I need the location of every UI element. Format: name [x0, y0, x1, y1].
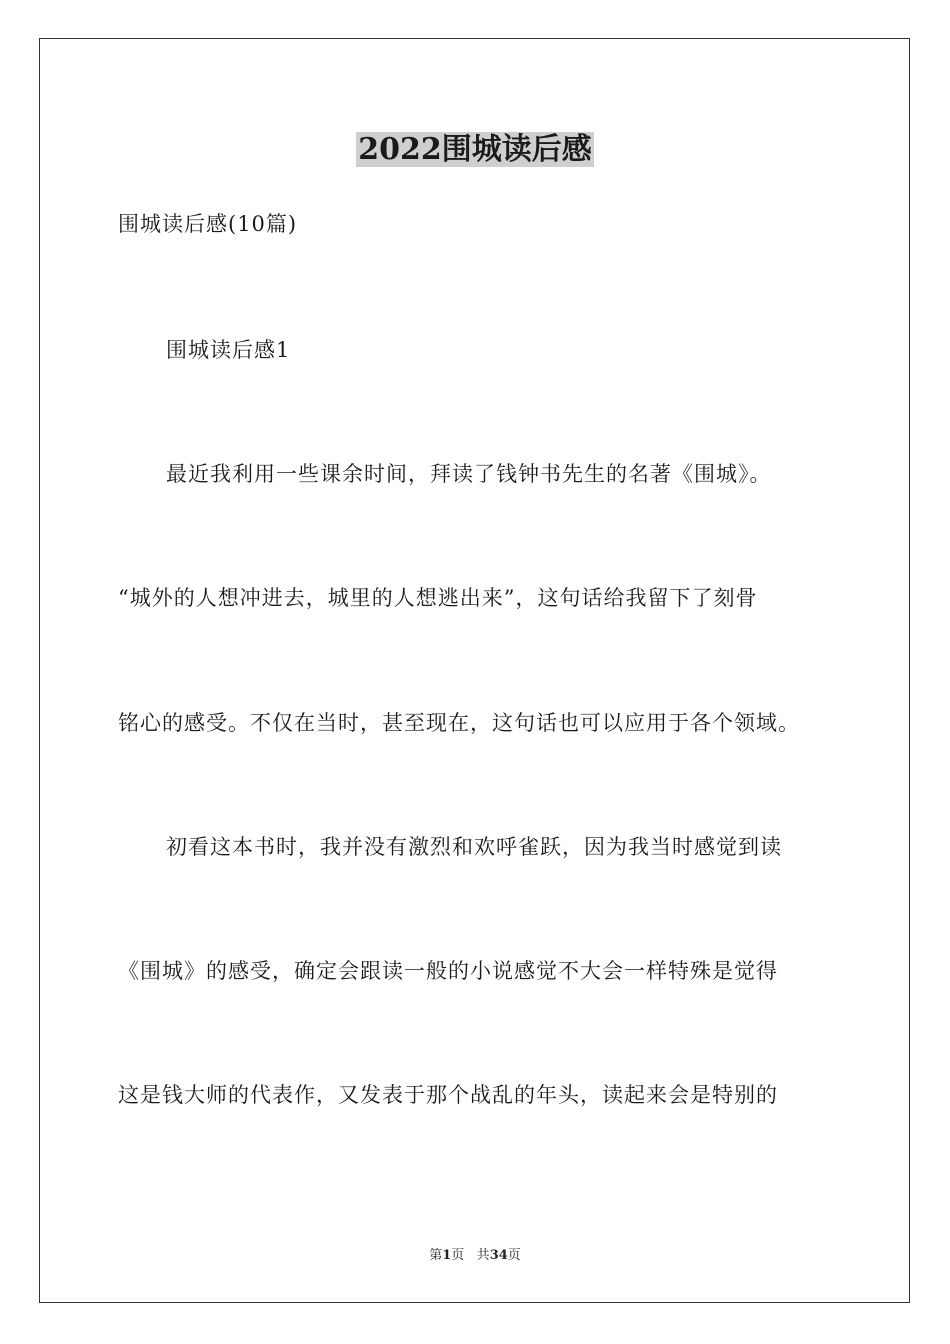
paragraph-line-6: 这是钱大师的代表作，又发表于那个战乱的年头，读起来会是特别的	[118, 1083, 778, 1107]
paragraph-line-2: “城外的人想冲进去，城里的人想逃出来”，这句话给我留下了刻骨	[118, 586, 758, 610]
section-heading: 围城读后感1	[166, 338, 291, 362]
footer-total-prefix: 共	[476, 1248, 490, 1263]
footer-total-pages: 34	[489, 1248, 508, 1263]
paragraph-line-3: 铭心的感受。不仅在当时，甚至现在，这句话也可以应用于各个领域。	[118, 711, 800, 735]
document-subtitle: 围城读后感(10篇)	[118, 212, 298, 236]
document-title	[0, 128, 950, 172]
paragraph-line-4: 初看这本书时，我并没有激烈和欢呼雀跃，因为我当时感觉到读	[166, 835, 782, 859]
footer-page-prefix: 第	[429, 1248, 443, 1263]
footer-page-number: 1	[442, 1248, 452, 1263]
document-title-text: 2022围城读后感	[358, 132, 592, 167]
footer-total-suffix: 页	[507, 1248, 521, 1263]
paragraph-line-5: 《围城》的感受，确定会跟读一般的小说感觉不大会一样特殊是觉得	[118, 959, 778, 983]
footer-page-suffix: 页	[451, 1248, 465, 1263]
page-footer	[0, 1247, 950, 1265]
paragraph-line-1: 最近我利用一些课余时间，拜读了钱钟书先生的名著《围城》。	[166, 462, 772, 486]
